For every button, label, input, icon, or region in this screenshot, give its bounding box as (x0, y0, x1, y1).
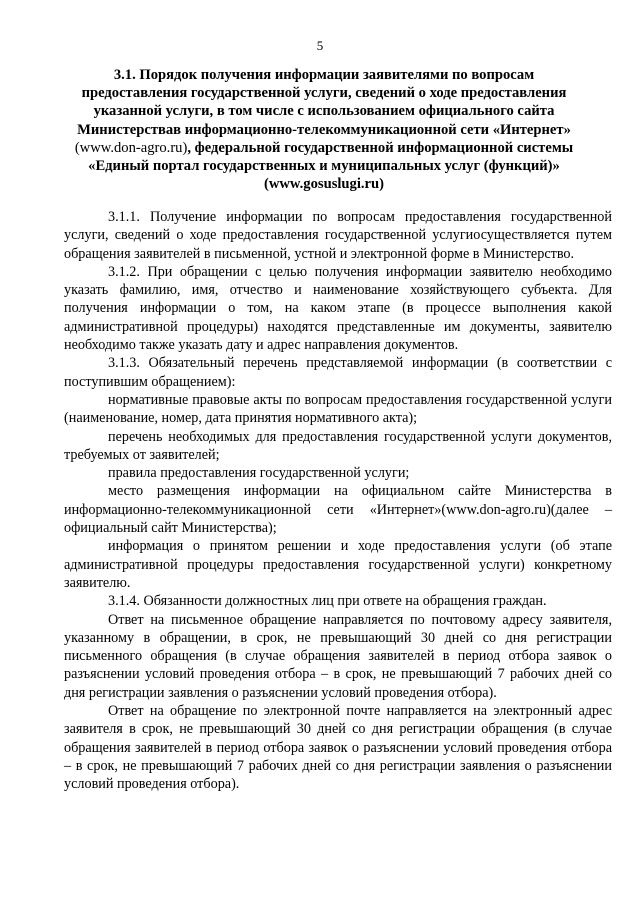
paragraph-written-reply: Ответ на письменное обращение направляется по почтовому адресу заявителя, указанному в обращении, в срок, не превышающий 30 дней со дня регистрации письменного обращения (в случае обращения заявителей в период отбора заявок о разъяснении условий проведения отбора – в срок, не превышающий 7 рабочих дней со дня регистрации заявления о разъяснении условий проведения отбора). (64, 611, 612, 701)
list-item-decision-info: информация о принятом решении и ходе предоставления услуги (об этапе административной процедуры предоставления государственной услуги) конкретному заявителю. (64, 538, 612, 591)
section-heading-site-link: (www.don-agro.ru) (74, 139, 188, 156)
section-heading-part3: , федеральной государственной информационной системы «Единый портал государственных и муниципальных услуг (функций)» (www.gosuslugi.ru) (88, 139, 574, 193)
body-text (64, 208, 612, 794)
paragraph-3-1-1: 3.1.1. Получение информации по вопросам предоставления государственной услуги, сведений о ходе предоставления государственной услугиосуществляется путем обращения заявителей в письменной, устной и электронной форме в Министерство. (64, 209, 612, 262)
paragraph-3-1-3: 3.1.3. Обязательный перечень представляемой информации (в соответствии с поступившим обращением): (64, 355, 612, 390)
section-heading (64, 66, 584, 193)
list-item-normative-acts: нормативные правовые акты по вопросам предоставления государственной услуги (наименование, номер, дата принятия нормативного акта); (64, 391, 612, 427)
list-item-website: место размещения информации на официальном сайте Министерства в информационно-телекоммуникационной сети «Интернет»(www.don-agro.ru)(далее – официальный сайт Министерства); (64, 483, 612, 537)
paragraph-email-reply: Ответ на обращение по электронной почте направляется на электронный адрес заявителя в срок, не превышающий 30 дней со дня регистрации обращения (в случае обращения заявителей в период отбора заявок о разъяснении условий проведения отбора – в срок, не превышающий 7 рабочих дней со дня регистрации заявления о разъяснении условий проведения отбора). (64, 703, 612, 793)
list-item-rules: правила предоставления государственной услуги; (108, 465, 410, 482)
paragraph-3-1-4: 3.1.4. Обязанности должностных лиц при ответе на обращения граждан. (108, 593, 547, 610)
section-heading-part1: 3.1. Порядок получения информации заявителями по вопросам предоставления государственной услуги, сведений о ходе предоставления указанной услуги, в том числе с использованием официального сайта Министерствав информационно-телекоммуникационной сети «Интернет» (77, 67, 571, 138)
paragraph-3-1-2: 3.1.2. При обращении с целью получения информации заявителю необходимо указать фамилию, имя, отчество и наименование хозяйствующего субъекта. Для получения информации о том, на каком этапе (в процессе выполнения какой административной процедуры) находятся представленные им документы, заявителю необходимо также указать дату и адрес направления документов. (64, 263, 612, 354)
page-number: 5 (316, 38, 324, 53)
list-item-documents: перечень необходимых для предоставления государственной услуги документов, требуемых от заявителей; (64, 428, 612, 463)
